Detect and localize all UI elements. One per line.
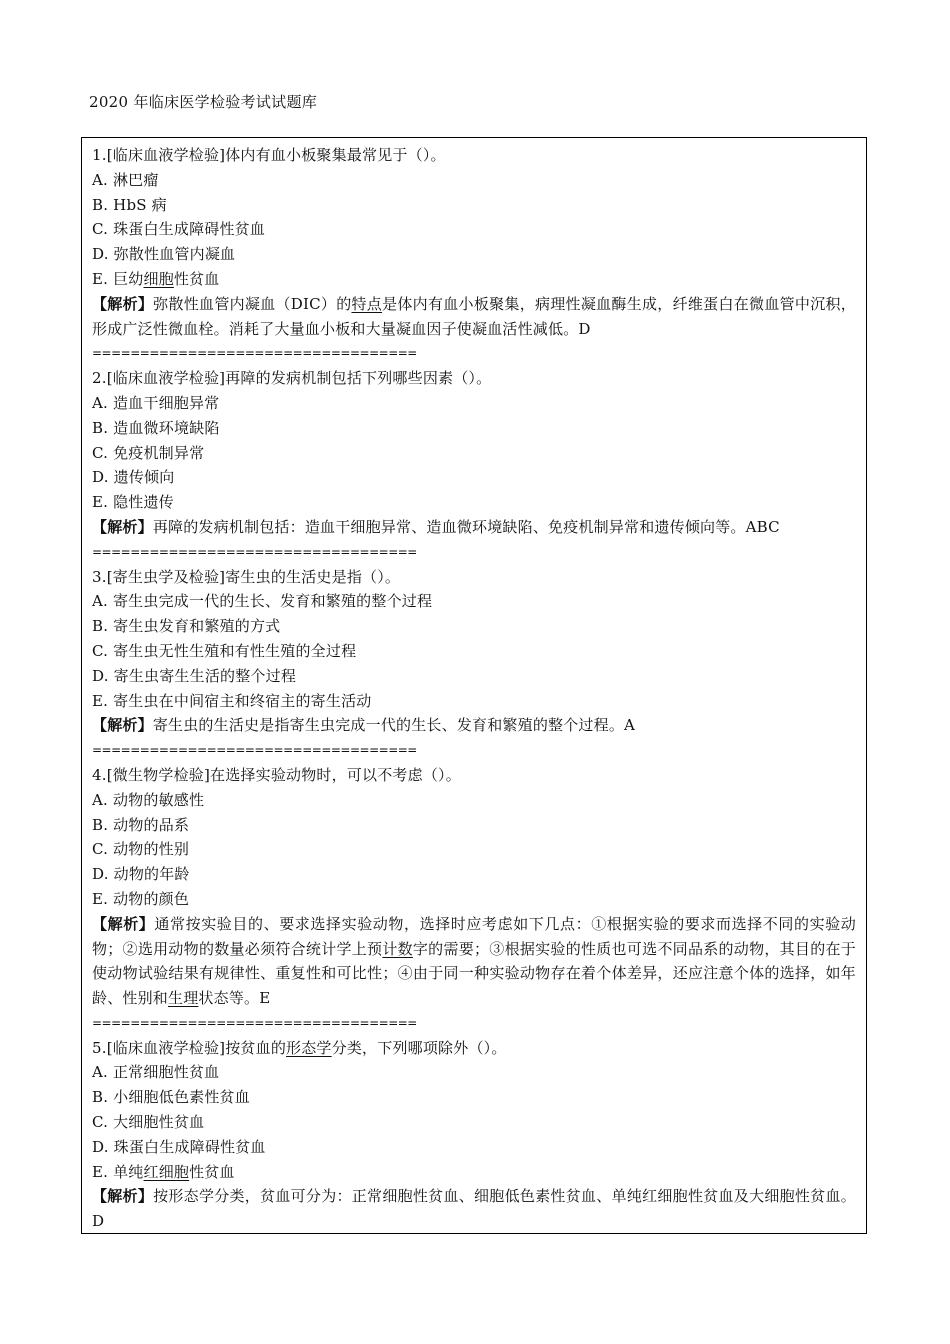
option-c: C. 珠蛋白生成障碍性贫血	[92, 220, 266, 239]
analysis-tag: 【解析】	[92, 517, 153, 536]
underlined-term: 计数	[382, 939, 413, 958]
option-a: A. 正常细胞性贫血	[92, 1063, 220, 1082]
document-title: 2020 年临床医学检验考试试题库	[89, 93, 318, 111]
analysis-text: 字的需要；③根据实验的性质也可选不同品系的动物，其目的在于使动物试验结果有规律性、重复性和可比性；④由于同一种实验动物存在着个体差异，还应注意个体的选择，如年龄、性别和	[92, 939, 856, 1008]
option-b: B. 动物的品系	[92, 815, 190, 834]
question-box	[81, 137, 867, 1234]
stem-prefix: 5.[临床血液学检验]按贫血的	[92, 1038, 287, 1057]
question-stem	[92, 1036, 856, 1061]
option-e	[92, 1160, 856, 1185]
option-c: C. 寄生虫无性生殖和有性生殖的全过程	[92, 641, 357, 660]
option-a: A. 动物的敏感性	[92, 790, 205, 809]
analysis	[92, 912, 856, 1011]
question-stem: 4.[微生物学检验]在选择实验动物时，可以不考虑（）。	[92, 765, 461, 784]
analysis-tag: 【解析】	[92, 294, 154, 313]
question-stem: 3.[寄生虫学及检验]寄生虫的生活史是指（）。	[92, 567, 401, 586]
underlined-term: 生理	[168, 989, 199, 1008]
option-e	[92, 267, 856, 292]
analysis-tag: 【解析】	[92, 716, 153, 735]
analysis	[92, 713, 856, 738]
option-b: B. 寄生虫发育和繁殖的方式	[92, 617, 281, 636]
analysis-text: 寄生虫的生活史是指寄生虫完成一代的生长、发育和繁殖的整个过程。A	[152, 716, 636, 735]
analysis-tag: 【解析】	[92, 1187, 154, 1206]
underlined-term: 细胞	[143, 269, 174, 288]
analysis-tag: 【解析】	[92, 914, 155, 933]
separator: ==================================	[92, 1015, 417, 1030]
option-d: D. 弥散性血管内凝血	[92, 245, 236, 264]
option-e-suffix: 性贫血	[173, 269, 220, 288]
question-4	[92, 763, 856, 1036]
separator: ==================================	[92, 743, 417, 758]
analysis	[92, 1184, 856, 1234]
option-e-prefix: E. 巨幼	[92, 269, 144, 288]
option-d: D. 珠蛋白生成障碍性贫血	[92, 1137, 266, 1156]
stem-suffix: 分类，下列哪项除外（）。	[331, 1038, 507, 1057]
question-5	[92, 1036, 856, 1234]
analysis-text: 是体内有血小板聚集，病理性凝血酶生成，纤维蛋白在微血管中沉积，形成广泛性微血栓。消耗了大量血小板和大量凝血因子使凝血活性减低。D	[92, 294, 856, 338]
separator: ==================================	[92, 544, 417, 559]
underlined-term: 特点	[351, 294, 383, 313]
option-d: D. 遗传倾向	[92, 468, 175, 487]
option-e: E. 寄生虫在中间宿主和终宿主的寄生活动	[92, 691, 372, 710]
option-a: A. 淋巴瘤	[92, 170, 159, 189]
option-b: B. 小细胞低色素性贫血	[92, 1088, 250, 1107]
analysis	[92, 292, 856, 342]
analysis-text: 状态等。E	[198, 989, 271, 1008]
option-b: B. 造血微环境缺陷	[92, 418, 220, 437]
separator: ==================================	[92, 346, 417, 361]
question-1	[92, 143, 856, 366]
option-e-prefix: E. 单纯	[92, 1162, 144, 1181]
option-e-suffix: 性贫血	[189, 1162, 235, 1181]
analysis-text: 通常按实验目的、要求选择实验动物，选择时应考虑如下几点：①根据实验的要求而选择不同的实验动物；②选用动物的数量必须符合统计学上预	[92, 914, 856, 958]
option-c: C. 动物的性别	[92, 840, 190, 859]
question-stem: 1.[临床血液学检验]体内有血小板聚集最常见于（）。	[92, 146, 446, 164]
option-a: A. 造血干细胞异常	[92, 393, 220, 412]
option-e: E. 动物的颜色	[92, 889, 190, 908]
analysis-text: 再障的发病机制包括：造血干细胞异常、造血微环境缺陷、免疫机制异常和遗传倾向等。ABC	[152, 517, 780, 536]
option-d: D. 动物的年龄	[92, 865, 190, 884]
question-2	[92, 366, 856, 564]
analysis-text: 弥散性血管内凝血（DIC）的	[153, 294, 352, 313]
option-e: E. 隐性遗传	[92, 493, 174, 512]
option-a: A. 寄生虫完成一代的生长、发育和繁殖的整个过程	[92, 592, 433, 611]
underlined-term: 形态学	[286, 1038, 332, 1057]
option-d: D. 寄生虫寄生生活的整个过程	[92, 666, 297, 685]
analysis-text: 按形态学分类，贫血可分为：正常细胞性贫血、细胞低色素性贫血、单纯红细胞性贫血及大细胞性贫血。D	[92, 1187, 856, 1231]
question-3	[92, 565, 856, 763]
question-stem: 2.[临床血液学检验]再障的发病机制包括下列哪些因素（）。	[92, 369, 492, 388]
option-b: B. HbS 病	[92, 195, 167, 214]
option-c: C. 免疫机制异常	[92, 443, 205, 462]
analysis	[92, 515, 856, 540]
option-c: C. 大细胞性贫血	[92, 1113, 205, 1132]
underlined-term: 红细胞	[143, 1162, 190, 1181]
